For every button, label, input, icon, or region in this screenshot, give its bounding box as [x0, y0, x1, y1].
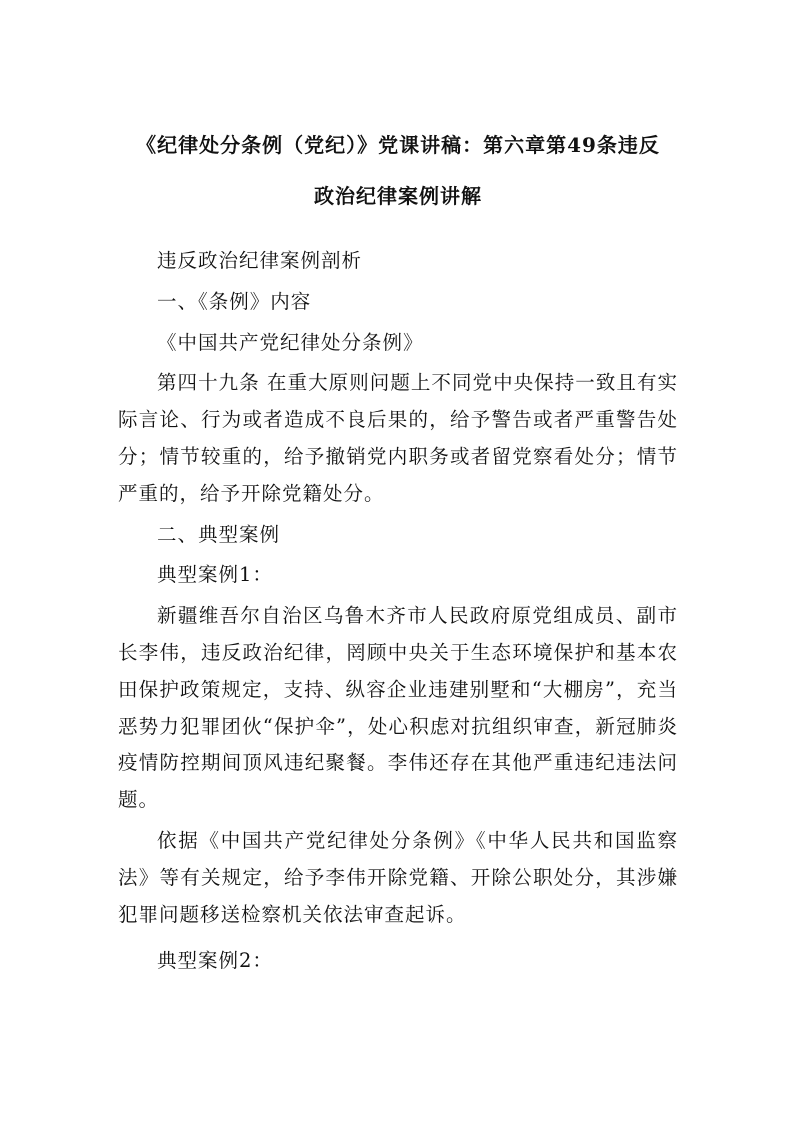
- case-description: 新疆维吾尔自治区乌鲁木齐市人民政府原党组成员、副市长李伟，违反政治纪律，罔顾中央关于生态环境保护和基本农田保护政策规定，支持、纵容企业违建别墅和“大棚房”，充当恶势力犯罪团伙“保护伞”，处心积虑对抗组织审查，新冠肺炎疫情防控期间顶风违纪聚餐。李伟还存在其他严重违纪违法问题。: [118, 604, 678, 812]
- case-heading: 典型案例1：: [157, 563, 273, 587]
- article-49-text: 第四十九条 在重大原则问题上不同党中央保持一致且有实际言论、行为或者造成不良后果的，给予警告或者严重警告处分；情节较重的，给予撤销党内职务或者留党察看处分；情节严重的，给予开除党籍处分。: [118, 371, 678, 505]
- subsection-heading: 一、《条例》内容: [157, 289, 312, 313]
- case-penalty: 依据《中国共产党纪律处分条例》《中华人民共和国监察法》等有关规定，给予李伟开除党籍、开除公职处分，其涉嫌犯罪问题移送检察机关依法审查起诉。: [118, 828, 678, 926]
- case-heading: 典型案例2：: [157, 949, 273, 973]
- document-body: [118, 243, 678, 984]
- subsection-heading: 二、典型案例: [157, 522, 281, 546]
- section-heading: 违反政治纪律案例剖析: [157, 249, 363, 272]
- document-title-line-1: 《纪律处分条例（党纪）》党课讲稿：第六章第49条违反: [136, 133, 660, 157]
- regulation-name: 《中国共产党纪律处分条例》: [157, 330, 424, 354]
- document-title-line-2: 政治纪律案例讲解: [314, 184, 482, 208]
